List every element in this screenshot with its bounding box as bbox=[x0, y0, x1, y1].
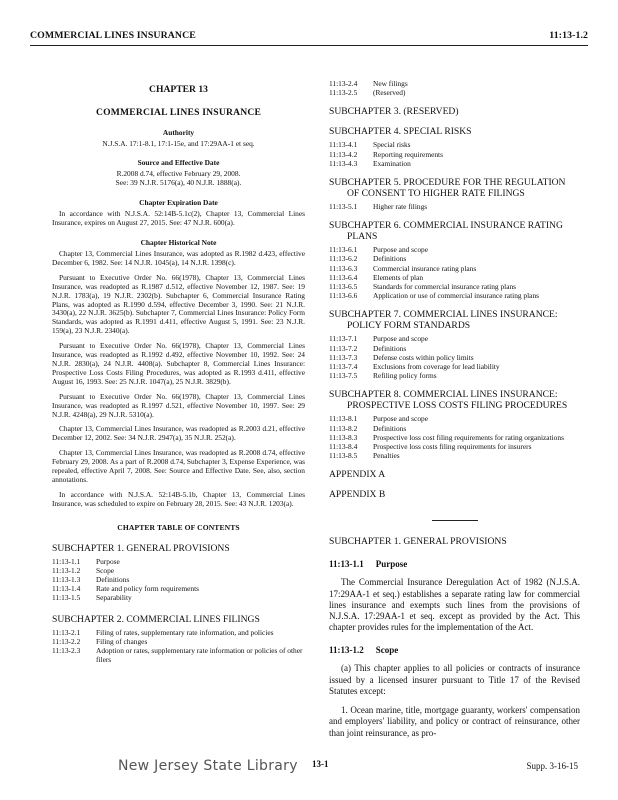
toc-entry-number: 11:13-1.2 bbox=[52, 565, 81, 575]
section-body: 1. Ocean marine, title, mortgage guaranty, workers' compensation and employers' liability, and policy or contract of reinsurance, other than joint reinsurance, as pro- bbox=[329, 705, 580, 738]
toc-entry-number: 11:13-7.5 bbox=[329, 371, 358, 381]
subchapter-title-line: PROSPECTIVE LOSS COSTS FILING PROCEDURES bbox=[347, 400, 568, 412]
history-paragraph: In accordance with N.J.S.A. 52:14B-5.1b, Chapter 13, Commercial Lines Insurance, was scheduled to expire on February 28, 2015. See: 43 N.J.R. 1203(a). bbox=[52, 489, 305, 508]
header-rule bbox=[30, 45, 588, 46]
running-head-title: COMMERCIAL LINES INSURANCE bbox=[30, 30, 196, 41]
toc-entry-number: 11:13-8.3 bbox=[329, 432, 358, 442]
toc-entry-number: 11:13-8.1 bbox=[329, 414, 358, 424]
section-divider bbox=[432, 520, 478, 521]
toc-entry[interactable] bbox=[52, 557, 305, 566]
toc-entry-label: New filings bbox=[373, 79, 408, 88]
library-watermark: New Jersey State Library bbox=[118, 758, 298, 774]
right-column bbox=[329, 79, 580, 739]
toc-entry-label: Filing of changes bbox=[96, 636, 148, 646]
toc-subchapter-title bbox=[329, 220, 580, 242]
toc-entry[interactable] bbox=[329, 282, 580, 291]
toc-entry-label: (Reserved) bbox=[373, 88, 406, 98]
toc-entry-number: 11:13-4.1 bbox=[329, 140, 358, 150]
section-body: The Commercial Insurance Deregulation Act of 1982 (N.J.S.A. 17:29AA-1 et seq.) establishes a separate rating law for commercial lines insurance and exempts such lines from the provisions of N.J.S.A. 17:29AA-1 et seq. except as provided by the Act. This chapter provides rules for the implementation of the Act. bbox=[329, 577, 580, 633]
subchapter-heading: SUBCHAPTER 1. GENERAL PROVISIONS bbox=[329, 536, 507, 548]
toc-entry[interactable] bbox=[329, 264, 580, 273]
toc-entry-number: 11:13-1.1 bbox=[52, 556, 81, 566]
toc-entry[interactable] bbox=[329, 424, 580, 433]
toc-entry-number: 11:13-6.4 bbox=[329, 272, 358, 282]
subchapter-title-line: POLICY FORM STANDARDS bbox=[347, 320, 471, 332]
expiration-heading: Chapter Expiration Date bbox=[139, 197, 218, 207]
source-heading: Source and Effective Date bbox=[137, 158, 220, 168]
toc-entry-label: Penalties bbox=[373, 451, 400, 461]
history-heading: Chapter Historical Note bbox=[140, 238, 217, 248]
toc-entry-label: Rate and policy form requirements bbox=[96, 584, 200, 594]
toc-entry-number: 11:13-7.4 bbox=[329, 362, 358, 372]
toc-entry-number: 11:13-2.4 bbox=[329, 79, 358, 88]
toc-entry-label: Definitions bbox=[373, 254, 407, 264]
source-line: See: 39 N.J.R. 5176(a), 40 N.J.R. 1888(a). bbox=[115, 178, 242, 188]
toc-entry-label: Special risks bbox=[373, 140, 411, 150]
history-paragraph: Pursuant to Executive Order No. 66(1978), Chapter 13, Commercial Lines Insurance, was readopted as R.1987 d.512, effective November 12, 1987. See: 19 N.J.R. 1783(a), 19 N.J.R. 2302(b). Subchapter 6, Commercial Insurance Rating Plans, was adopted as R.1990 d.594, effective December 3, 1990. See: 21 N.J.R. 3430(a), 22 N.J.R. 3625(b). Subchapter 7, Commercial Lines Insurance: Policy Form Standards, was adopted as R.1991 d.411, effective August 5, 1991. See: 23 N.J.R. 159(a), 23 N.J.R. 2340(a). bbox=[52, 272, 305, 336]
toc-entry[interactable] bbox=[52, 628, 305, 637]
toc-entry[interactable] bbox=[329, 433, 580, 442]
running-head bbox=[30, 30, 588, 44]
toc-entry-label: Scope bbox=[96, 565, 115, 575]
toc-entry-number: 11:13-1.4 bbox=[52, 584, 81, 594]
toc-entry[interactable] bbox=[329, 451, 580, 460]
section-title: Purpose bbox=[375, 559, 408, 570]
toc-entry[interactable] bbox=[329, 371, 580, 380]
history-paragraph: Pursuant to Executive Order No. 66(1978), Chapter 13, Commercial Lines Insurance, was readopted as R.1997 d.521, effective November 10, 1997. See: 29 N.J.R. 4248(a), 29 N.J.R. 5310(a). bbox=[52, 391, 305, 419]
toc-entry[interactable] bbox=[52, 646, 305, 664]
toc-list bbox=[52, 628, 305, 665]
toc-entry-label: Definitions bbox=[373, 343, 407, 353]
toc-entry[interactable] bbox=[52, 575, 305, 584]
toc-entry[interactable] bbox=[329, 442, 580, 451]
toc-entry[interactable] bbox=[329, 414, 580, 423]
toc-entry-label: Standards for commercial insurance rating plans bbox=[373, 282, 517, 292]
toc-entry-number: 11:13-7.3 bbox=[329, 352, 358, 362]
section-body: (a) This chapter applies to all policies or contracts of insurance issued by a licensed insurer pursuant to Title 17 of the Revised Statutes except: bbox=[329, 663, 580, 696]
toc-subchapter-title bbox=[329, 177, 580, 199]
toc-entry-label: Purpose and scope bbox=[373, 334, 429, 344]
authority-text: N.J.S.A. 17:1-8.1, 17:1-15e, and 17:29AA-1 et seq. bbox=[102, 139, 255, 148]
subchapter-title-line: SUBCHAPTER 8. COMMERCIAL LINES INSURANCE: bbox=[329, 389, 558, 401]
toc-entry[interactable] bbox=[329, 353, 580, 362]
toc-entry[interactable] bbox=[52, 593, 305, 602]
subchapter-title-line: OF CONSENT TO HIGHER RATE FILINGS bbox=[347, 188, 525, 200]
toc-list bbox=[329, 334, 580, 380]
toc-subchapter-title bbox=[329, 389, 580, 411]
section-heading bbox=[329, 559, 580, 569]
page-number: 13-1 bbox=[312, 759, 329, 769]
toc-entry-label: Purpose and scope bbox=[373, 414, 429, 424]
toc-entry[interactable] bbox=[329, 202, 580, 211]
toc-list bbox=[329, 79, 580, 97]
toc-entry-label: Exclusions from coverage for lead liability bbox=[373, 362, 500, 372]
toc-subchapter-title: SUBCHAPTER 1. GENERAL PROVISIONS bbox=[52, 542, 230, 554]
toc-entry[interactable] bbox=[329, 362, 580, 371]
subchapter-title-line: PLANS bbox=[347, 231, 378, 243]
toc-entry[interactable] bbox=[329, 254, 580, 263]
subchapter-title-line: SUBCHAPTER 7. COMMERCIAL LINES INSURANCE: bbox=[329, 309, 558, 321]
toc-entry-label: Purpose bbox=[96, 556, 120, 566]
toc-entry-number: 11:13-1.5 bbox=[52, 593, 81, 603]
toc-entry[interactable] bbox=[329, 159, 580, 168]
toc-entry-label: Defense costs within policy limits bbox=[373, 352, 474, 362]
toc-entry-number: 11:13-6.3 bbox=[329, 263, 358, 273]
toc-entry-number: 11:13-6.1 bbox=[329, 245, 358, 255]
toc-entry-number: 11:13-7.2 bbox=[329, 343, 358, 353]
toc-entry-label: Definitions bbox=[96, 575, 130, 585]
toc-entry-label: Filing of rates, supplementary rate information, and policies bbox=[96, 627, 274, 637]
toc-entry-number: 11:13-8.2 bbox=[329, 423, 358, 433]
toc-entry-number: 11:13-2.1 bbox=[52, 627, 81, 637]
toc-list bbox=[52, 557, 305, 603]
chapter-title: COMMERCIAL LINES INSURANCE bbox=[95, 107, 262, 118]
toc-list bbox=[329, 245, 580, 300]
toc-entry[interactable] bbox=[329, 150, 580, 159]
toc-subchapter-title: SUBCHAPTER 3. (RESERVED) bbox=[329, 106, 459, 118]
toc-entry-label: Prospective loss costs filing requirements for insurers bbox=[373, 442, 532, 452]
history-paragraph: Chapter 13, Commercial Lines Insurance, was adopted as R.1982 d.423, effective December 6, 1982. See: 14 N.J.R. 1045(a), 14 N.J.R. 1398(c). bbox=[52, 249, 305, 267]
toc-entry-number: 11:13-2.5 bbox=[329, 88, 358, 98]
toc-entry[interactable] bbox=[329, 245, 580, 254]
toc-entry-number: 11:13-6.2 bbox=[329, 254, 358, 264]
toc-entry-label: Separability bbox=[96, 593, 132, 603]
toc-entry-number: 11:13-6.5 bbox=[329, 282, 358, 292]
toc-entry[interactable] bbox=[329, 79, 580, 88]
authority-heading: Authority bbox=[162, 128, 195, 137]
toc-entry-label: Reporting requirements bbox=[373, 149, 443, 159]
toc-entry-number: 11:13-8.5 bbox=[329, 451, 358, 461]
toc-entry-label: Purpose and scope bbox=[373, 245, 429, 255]
toc-entry[interactable] bbox=[52, 566, 305, 575]
toc-entry-label: Prospective loss cost filing requirements for rating organizations bbox=[373, 432, 564, 442]
supplement-date: Supp. 3-16-15 bbox=[526, 761, 578, 771]
toc-entry-label: Elements of plan bbox=[373, 272, 424, 282]
section-title: Scope bbox=[375, 645, 399, 656]
toc-entry-label: Adoption or rates, supplementary rate information or policies of other filers bbox=[96, 646, 303, 665]
toc-entry-number: 11:13-2.2 bbox=[52, 636, 81, 646]
toc-subchapter-title bbox=[329, 309, 580, 331]
running-head-section: 11:13-1.2 bbox=[549, 30, 588, 41]
toc-entry-label: Commercial insurance rating plans bbox=[373, 263, 477, 273]
toc-entry-number: 11:13-1.3 bbox=[52, 575, 81, 585]
history-paragraph: Pursuant to Executive Order No. 66(1978), Chapter 13, Commercial Lines Insurance, was readopted as R.1992 d.492, effective November 10, 1992. See: 24 N.J.R. 2830(a), 24 N.J.R. 4408(a). Subchapter 8, Commercial Lines Insurance: Prospective Loss Costs Filing Procedures, was adopted as R.1993 d.411, effective August 16, 1993. See: 25 N.J.R. 1047(a), 25 N.J.R. 3829(b). bbox=[52, 341, 305, 386]
toc-entry-number: 11:13-4.3 bbox=[329, 158, 358, 168]
toc-entry[interactable] bbox=[329, 140, 580, 149]
toc-entry-number: 11:13-8.4 bbox=[329, 442, 358, 452]
toc-entry-label: Application or use of commercial insurance rating plans bbox=[373, 291, 540, 301]
left-column bbox=[52, 80, 305, 665]
toc-entry-label: Examination bbox=[373, 158, 411, 168]
toc-subchapter-title: SUBCHAPTER 4. SPECIAL RISKS bbox=[329, 126, 472, 138]
toc-entry-label: Refiling policy forms bbox=[373, 371, 437, 381]
toc-entry[interactable] bbox=[52, 637, 305, 646]
history-paragraph: Chapter 13, Commercial Lines Insurance, was readopted as R.2003 d.21, effective December 12, 2002. See: 34 N.J.R. 2947(a), 35 N.J.R. 252(a). bbox=[52, 424, 305, 443]
toc-list bbox=[329, 140, 580, 168]
toc-entry[interactable] bbox=[329, 334, 580, 343]
toc-entry[interactable] bbox=[329, 88, 580, 97]
section-number: 11:13-1.2 bbox=[329, 645, 364, 656]
toc-entry-number: 11:13-7.1 bbox=[329, 334, 358, 344]
toc-list bbox=[329, 414, 580, 460]
toc-entry[interactable] bbox=[52, 584, 305, 593]
toc-entry-number: 11:13-2.3 bbox=[52, 646, 81, 656]
toc-subchapter-title: SUBCHAPTER 2. COMMERCIAL LINES FILINGS bbox=[52, 613, 260, 625]
toc-entry[interactable] bbox=[329, 344, 580, 353]
toc-title: CHAPTER TABLE OF CONTENTS bbox=[117, 522, 240, 532]
subchapter-title-line: SUBCHAPTER 6. COMMERCIAL INSURANCE RATING bbox=[329, 220, 563, 232]
toc-entry-label: Higher rate filings bbox=[373, 202, 428, 212]
source-line: R.2008 d.74, effective February 29, 2008. bbox=[116, 169, 241, 179]
section-heading bbox=[329, 645, 580, 655]
subchapter-title-line: SUBCHAPTER 5. PROCEDURE FOR THE REGULATION bbox=[329, 177, 566, 189]
toc-appendix-b[interactable]: APPENDIX B bbox=[329, 489, 386, 501]
toc-appendix-a[interactable]: APPENDIX A bbox=[329, 469, 386, 481]
toc-entry[interactable] bbox=[329, 291, 580, 300]
toc-entry[interactable] bbox=[329, 273, 580, 282]
toc-list bbox=[329, 202, 580, 211]
chapter-number: CHAPTER 13 bbox=[149, 84, 208, 95]
toc-entry-label: Definitions bbox=[373, 423, 407, 433]
expiration-text: In accordance with N.J.S.A. 52:14B-5.1c(2), Chapter 13, Commercial Lines Insurance, expires on August 27, 2015. See: 47 N.J.R. 600(a). bbox=[52, 208, 305, 227]
toc-entry-number: 11:13-5.1 bbox=[329, 202, 358, 212]
toc-entry-number: 11:13-6.6 bbox=[329, 291, 358, 301]
history-paragraph: Chapter 13, Commercial Lines Insurance, was readopted as R.2008 d.74, effective February 29, 2008. As a part of R.2008 d.74, Subchapter 3, Expense Experience, was repealed, effective April 7, 2008. See: Source and Effective Date. See, also, section annotations. bbox=[52, 448, 305, 484]
toc-entry-number: 11:13-4.2 bbox=[329, 149, 358, 159]
section-number: 11:13-1.1 bbox=[329, 559, 364, 570]
